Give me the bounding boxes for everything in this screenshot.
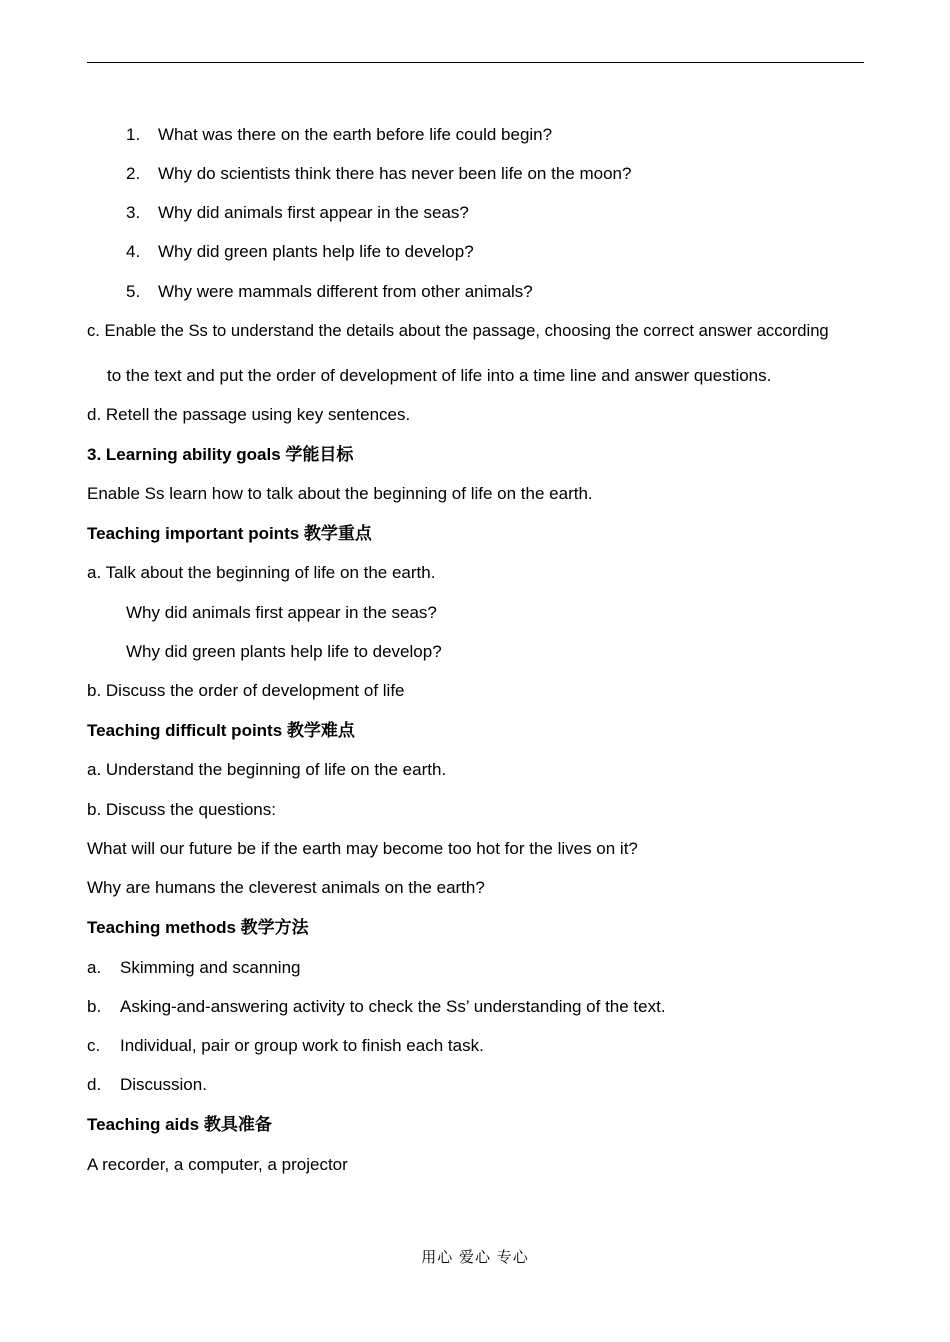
method-label: c. bbox=[87, 1036, 101, 1055]
question-item bbox=[126, 163, 631, 185]
question-item bbox=[126, 281, 533, 303]
header-rule bbox=[87, 62, 864, 63]
objective-c-line1: c. Enable the Ss to understand the details about the passage, choosing the correct answer according bbox=[87, 321, 829, 340]
question-text: Why did animals first appear in the seas? bbox=[158, 203, 469, 222]
difficult-points-heading: Teaching difficult points 教学难点 bbox=[87, 721, 355, 740]
learning-goals-text: Enable Ss learn how to talk about the beginning of life on the earth. bbox=[87, 484, 593, 503]
method-text: Skimming and scanning bbox=[120, 958, 301, 977]
method-label: a. bbox=[87, 958, 102, 977]
page-footer: 用心 爱心 专心 bbox=[421, 1248, 529, 1266]
objective-c-line2: to the text and put the order of development of life into a time line and answer questions. bbox=[107, 366, 772, 385]
question-number: 1. bbox=[126, 125, 141, 144]
method-text: Discussion. bbox=[120, 1075, 207, 1094]
method-text: Asking-and-answering activity to check the Ss’ understanding of the text. bbox=[120, 997, 666, 1016]
difficult-point-b: b. Discuss the questions: bbox=[87, 800, 276, 819]
question-text: Why were mammals different from other animals? bbox=[158, 282, 533, 301]
question-number: 5. bbox=[126, 282, 141, 301]
aids-text: A recorder, a computer, a projector bbox=[87, 1155, 348, 1174]
difficult-point-a: a. Understand the beginning of life on the earth. bbox=[87, 760, 447, 779]
learning-goals-heading: 3. Learning ability goals 学能目标 bbox=[87, 445, 354, 464]
important-point-a: a. Talk about the beginning of life on the earth. bbox=[87, 563, 436, 582]
method-item bbox=[87, 996, 666, 1018]
method-label: d. bbox=[87, 1075, 102, 1094]
question-item bbox=[126, 202, 469, 224]
method-item bbox=[87, 1035, 484, 1057]
question-item bbox=[126, 124, 552, 146]
discussion-question: Why are humans the cleverest animals on the earth? bbox=[87, 878, 485, 897]
question-text: What was there on the earth before life could begin? bbox=[158, 125, 553, 144]
question-number: 4. bbox=[126, 242, 141, 261]
method-item bbox=[87, 957, 300, 979]
method-text: Individual, pair or group work to finish each task. bbox=[120, 1036, 484, 1055]
method-label: b. bbox=[87, 997, 102, 1016]
important-point-b: b. Discuss the order of development of life bbox=[87, 681, 405, 700]
important-question: Why did green plants help life to develop? bbox=[126, 642, 442, 661]
question-item bbox=[126, 241, 474, 263]
question-text: Why do scientists think there has never been life on the moon? bbox=[158, 164, 632, 183]
aids-heading: Teaching aids 教具准备 bbox=[87, 1115, 272, 1134]
important-question: Why did animals first appear in the seas? bbox=[126, 603, 437, 622]
question-text: Why did green plants help life to develop? bbox=[158, 242, 474, 261]
important-points-heading: Teaching important points 教学重点 bbox=[87, 524, 372, 543]
method-item bbox=[87, 1074, 207, 1096]
question-number: 3. bbox=[126, 203, 141, 222]
methods-heading: Teaching methods 教学方法 bbox=[87, 918, 309, 937]
discussion-question: What will our future be if the earth may become too hot for the lives on it? bbox=[87, 839, 638, 858]
question-number: 2. bbox=[126, 164, 141, 183]
objective-d: d. Retell the passage using key sentences. bbox=[87, 405, 411, 424]
